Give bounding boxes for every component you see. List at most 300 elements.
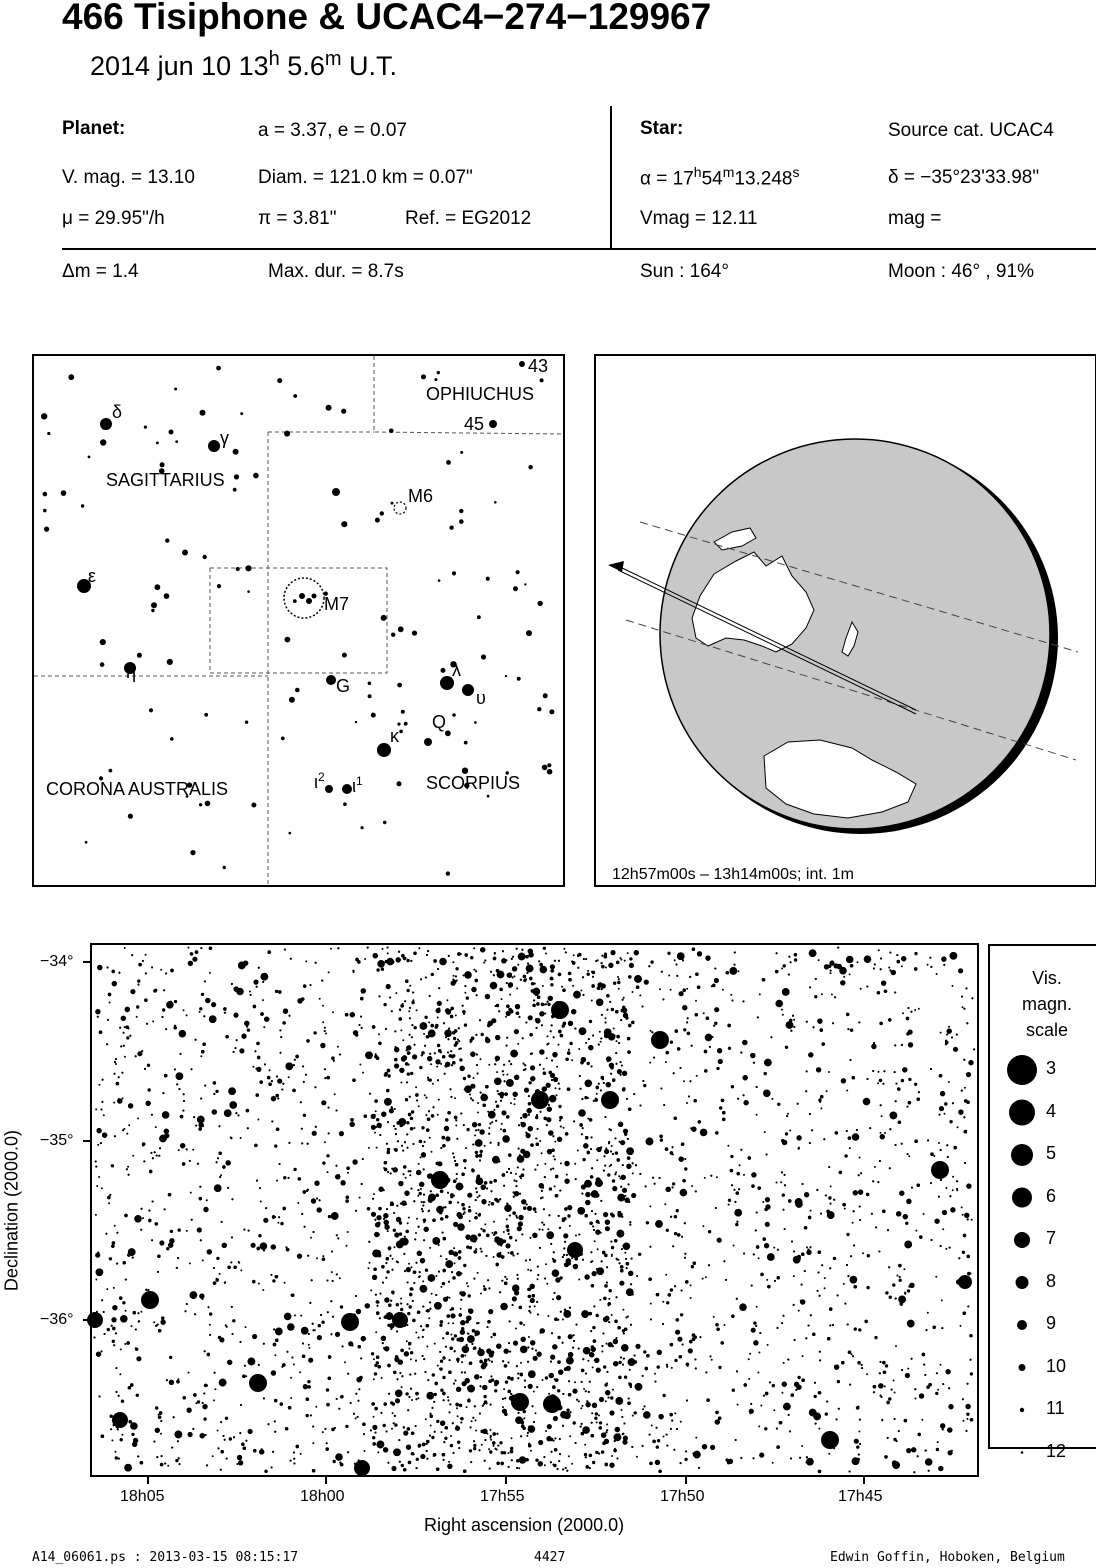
field-star xyxy=(407,1312,410,1315)
field-star xyxy=(727,1145,729,1147)
field-star xyxy=(450,1435,452,1437)
field-star xyxy=(514,1103,516,1105)
constellation-scorpius: SCORPIUS xyxy=(426,773,521,793)
field-star xyxy=(567,1214,570,1217)
field-star xyxy=(664,1203,666,1205)
field-star xyxy=(109,1257,112,1260)
field-star xyxy=(592,1366,594,1368)
field-star xyxy=(415,1332,417,1334)
field-star xyxy=(113,1102,115,1104)
field-star xyxy=(852,1133,860,1141)
star-vmag: Vmag = 12.11 xyxy=(640,208,758,229)
field-star xyxy=(371,1212,376,1217)
field-star xyxy=(392,1412,394,1414)
field-star xyxy=(545,953,547,955)
field-star xyxy=(691,1265,694,1268)
field-star xyxy=(475,1212,477,1214)
field-star xyxy=(502,1074,504,1076)
field-star xyxy=(767,1344,769,1346)
field-star xyxy=(677,1337,682,1342)
field-star xyxy=(417,1397,419,1399)
field-star xyxy=(643,1411,651,1419)
field-star xyxy=(229,1437,232,1440)
field-star xyxy=(395,1390,403,1398)
planet-orbit: a = 3.37, e = 0.07 xyxy=(258,120,407,141)
field-star xyxy=(858,1431,860,1433)
field-star xyxy=(780,1181,782,1183)
field-star xyxy=(345,1425,348,1428)
field-star xyxy=(690,1297,692,1299)
field-star xyxy=(335,1332,340,1337)
label-delta: δ xyxy=(112,402,123,422)
field-star xyxy=(818,1428,820,1430)
field-star xyxy=(477,1272,479,1274)
field-star xyxy=(430,1425,432,1427)
field-star xyxy=(558,1105,561,1108)
field-star xyxy=(186,1014,188,1016)
label-45: 45 xyxy=(464,414,485,434)
field-star xyxy=(844,1208,846,1210)
field-star xyxy=(510,1102,512,1104)
field-star xyxy=(316,1257,318,1259)
field-star xyxy=(905,1373,910,1378)
field-star xyxy=(833,1257,836,1260)
field-star xyxy=(199,1011,201,1013)
field-star xyxy=(510,1447,513,1450)
field-star xyxy=(418,947,420,949)
field-star xyxy=(749,1409,754,1414)
label-eta: η xyxy=(126,662,137,682)
field-star xyxy=(643,1350,646,1353)
field-star xyxy=(290,1397,292,1399)
field-star xyxy=(624,1133,627,1136)
field-star xyxy=(391,1466,396,1471)
field-star xyxy=(962,1006,964,1008)
field-star xyxy=(376,1118,379,1121)
field-star xyxy=(591,1000,593,1002)
field-star xyxy=(477,1196,479,1198)
field-star xyxy=(386,1270,389,1273)
field-star xyxy=(327,1171,329,1173)
field-star xyxy=(760,1405,762,1407)
field-star xyxy=(545,1376,548,1379)
field-star xyxy=(202,1259,204,1261)
field-star xyxy=(675,1330,680,1335)
field-star xyxy=(728,1204,730,1206)
field-star xyxy=(98,1084,100,1086)
field-star xyxy=(463,1264,466,1267)
field-star xyxy=(530,1450,532,1452)
field-star xyxy=(775,1000,783,1008)
field-star xyxy=(258,1234,261,1237)
field-star xyxy=(418,1105,420,1107)
field-star xyxy=(880,1132,882,1134)
field-star xyxy=(446,999,448,1001)
field-star xyxy=(322,1255,324,1257)
field-star xyxy=(408,1263,410,1265)
field-star xyxy=(480,1094,488,1102)
field-star xyxy=(948,1026,950,1028)
field-star xyxy=(798,1310,800,1312)
field-star xyxy=(615,1171,617,1173)
field-star xyxy=(557,1389,560,1392)
field-star xyxy=(469,1449,472,1452)
field-star xyxy=(412,999,414,1001)
field-star xyxy=(410,1072,413,1075)
field-star xyxy=(169,1356,172,1359)
field-star xyxy=(802,1355,804,1357)
field-star xyxy=(440,1286,442,1288)
field-star xyxy=(611,1145,613,1147)
field-star xyxy=(751,1328,756,1333)
field-star xyxy=(743,1174,745,1176)
field-star xyxy=(492,1232,494,1234)
field-star xyxy=(867,1254,870,1257)
field-star xyxy=(240,1137,242,1139)
field-star xyxy=(616,1040,618,1042)
field-star xyxy=(410,1117,413,1120)
sun-elongation: Sun : 164° xyxy=(640,261,729,282)
field-star xyxy=(462,1207,465,1210)
field-star xyxy=(781,1392,783,1394)
field-star xyxy=(935,1276,937,1278)
field-star xyxy=(188,1372,190,1374)
field-star xyxy=(473,1447,476,1450)
field-star xyxy=(953,1047,958,1052)
field-star xyxy=(274,1354,276,1356)
field-star xyxy=(303,1384,308,1389)
field-star xyxy=(748,1358,750,1360)
field-star xyxy=(214,1388,216,1390)
field-star xyxy=(435,1275,437,1277)
field-star xyxy=(901,1079,904,1082)
field-star xyxy=(600,1041,602,1043)
field-star xyxy=(659,988,661,990)
field-star xyxy=(849,1147,851,1149)
field-star xyxy=(395,1398,400,1403)
field-star xyxy=(437,1365,439,1367)
field-star xyxy=(177,1378,179,1380)
field-star xyxy=(466,1128,469,1131)
field-star xyxy=(560,1162,562,1164)
field-star xyxy=(468,1294,471,1297)
field-star xyxy=(515,1173,517,1175)
field-star xyxy=(567,1205,572,1210)
field-star xyxy=(617,1069,622,1074)
field-star xyxy=(252,1334,257,1339)
field-star xyxy=(773,1409,775,1411)
field-star xyxy=(137,1117,139,1119)
field-star xyxy=(680,1421,682,1423)
field-star xyxy=(938,1142,940,1144)
field-star xyxy=(618,988,620,990)
field-star xyxy=(277,1079,282,1084)
field-star xyxy=(969,1334,972,1337)
field-star xyxy=(705,1276,707,1278)
field-star xyxy=(469,1220,471,1222)
field-star xyxy=(225,1417,228,1420)
field-star xyxy=(714,1007,719,1012)
field-star xyxy=(632,1415,634,1417)
field-star xyxy=(192,1149,194,1151)
field-star xyxy=(728,1199,731,1202)
field-star xyxy=(783,964,786,967)
field-star xyxy=(670,989,672,991)
field-star xyxy=(622,1309,624,1311)
field-star xyxy=(188,947,190,949)
field-star xyxy=(136,1005,139,1008)
field-star xyxy=(737,1404,739,1406)
field-star xyxy=(552,1269,560,1277)
field-star xyxy=(814,995,817,998)
field-star xyxy=(374,1132,376,1134)
field-star xyxy=(438,1099,440,1101)
field-star xyxy=(672,1182,675,1185)
field-star xyxy=(587,973,590,976)
field-star xyxy=(406,1267,411,1272)
field-star xyxy=(766,1279,768,1281)
field-star xyxy=(370,1289,372,1291)
field-star xyxy=(444,1030,452,1038)
field-star xyxy=(213,1399,215,1401)
field-star xyxy=(674,1215,677,1218)
field-star xyxy=(554,1185,556,1187)
field-star xyxy=(621,1344,629,1352)
field-star xyxy=(940,1032,942,1034)
field-star xyxy=(431,1436,434,1439)
field-star xyxy=(126,1036,129,1039)
field-star xyxy=(407,1222,409,1224)
field-star xyxy=(417,1195,419,1197)
field-star xyxy=(95,1108,97,1110)
field-star xyxy=(436,1066,438,1068)
field-star xyxy=(209,1324,211,1326)
field-star xyxy=(569,1042,572,1045)
field-star xyxy=(477,1349,485,1357)
field-star xyxy=(714,978,719,983)
field-star xyxy=(654,1373,656,1375)
field-star xyxy=(460,1417,463,1420)
field-star xyxy=(186,1230,188,1232)
field-star xyxy=(582,1158,585,1161)
field-star xyxy=(140,1311,142,1313)
field-star xyxy=(666,1301,669,1304)
field-star xyxy=(414,1127,416,1129)
field-star xyxy=(818,959,820,961)
field-star xyxy=(772,1384,775,1387)
field-star xyxy=(383,1424,386,1427)
field-star xyxy=(566,1409,569,1412)
field-star xyxy=(334,1093,336,1095)
field-star xyxy=(288,1076,290,1078)
field-star xyxy=(170,1230,173,1233)
field-star xyxy=(145,954,147,956)
field-star xyxy=(604,1149,609,1154)
field-star xyxy=(467,1075,470,1078)
field-star xyxy=(166,1001,174,1009)
field-star xyxy=(373,1378,375,1380)
field-star xyxy=(717,1238,722,1243)
field-star xyxy=(617,981,620,984)
field-star xyxy=(190,1192,192,1194)
field-star xyxy=(609,1289,612,1292)
field-star xyxy=(303,1114,306,1117)
field-star xyxy=(410,1351,413,1354)
field-star xyxy=(888,967,890,969)
field-star xyxy=(849,973,851,975)
field-star xyxy=(326,1154,329,1157)
field-star xyxy=(716,1067,719,1070)
field-star xyxy=(944,1102,947,1105)
field-star xyxy=(461,1361,463,1363)
field-star xyxy=(454,1097,456,1099)
field-star xyxy=(452,961,454,963)
field-star xyxy=(731,1085,734,1088)
field-star xyxy=(828,1071,830,1073)
field-star xyxy=(305,960,307,962)
label-upsilon: υ xyxy=(476,688,486,708)
field-star xyxy=(420,1157,422,1159)
field-star xyxy=(420,1188,422,1190)
field-star xyxy=(425,1269,428,1272)
field-star xyxy=(429,1137,431,1139)
field-star xyxy=(488,1448,490,1450)
field-star xyxy=(431,1151,433,1153)
field-star xyxy=(523,979,526,982)
field-star xyxy=(772,1462,774,1464)
field-star xyxy=(650,1030,652,1032)
field-star xyxy=(608,1298,610,1300)
field-star xyxy=(806,1246,808,1248)
field-star xyxy=(162,1111,170,1119)
field-star xyxy=(514,975,516,977)
field-star xyxy=(650,960,653,963)
field-star xyxy=(550,983,553,986)
field-star xyxy=(541,1152,543,1154)
field-star xyxy=(545,1430,547,1432)
field-star xyxy=(702,1225,704,1227)
field-star xyxy=(422,1280,424,1282)
field-star xyxy=(553,1155,555,1157)
field-star xyxy=(130,1422,138,1430)
field-star xyxy=(464,1023,467,1026)
field-star xyxy=(670,1288,673,1291)
field-star xyxy=(421,1126,424,1129)
field-star xyxy=(409,1174,411,1176)
field-star xyxy=(411,1001,414,1004)
field-star xyxy=(713,1316,715,1318)
field-star xyxy=(232,1319,235,1322)
field-star xyxy=(611,1246,614,1249)
field-star xyxy=(121,1400,124,1403)
field-star xyxy=(688,1348,693,1353)
field-star xyxy=(801,1445,803,1447)
field-star xyxy=(431,1293,433,1295)
field-star xyxy=(824,1277,826,1279)
field-star xyxy=(473,947,475,949)
field-star xyxy=(418,1163,420,1165)
field-star xyxy=(371,1125,376,1130)
constellation-sagittarius: SAGITTARIUS xyxy=(106,470,225,490)
field-star xyxy=(601,1450,604,1453)
field-star xyxy=(665,1274,667,1276)
field-star xyxy=(583,1427,585,1429)
field-star xyxy=(601,1351,603,1353)
field-star xyxy=(489,1437,491,1439)
field-star xyxy=(580,990,582,992)
field-star xyxy=(937,1389,939,1391)
field-star xyxy=(251,1243,256,1248)
field-star xyxy=(662,1394,665,1397)
constellation-ophiuchus: OPHIUCHUS xyxy=(426,384,535,404)
field-star xyxy=(957,1126,959,1128)
field-star xyxy=(877,1082,879,1084)
field-star xyxy=(480,1150,483,1153)
field-star xyxy=(307,1380,310,1383)
field-star xyxy=(300,1315,302,1317)
label-m7: M7 xyxy=(324,594,350,614)
field-star xyxy=(657,1439,660,1442)
field-star xyxy=(518,1467,520,1469)
field-star xyxy=(405,1098,408,1101)
field-star xyxy=(537,1164,539,1166)
field-star xyxy=(127,1166,129,1168)
field-star xyxy=(103,1114,105,1116)
field-star xyxy=(605,1400,607,1402)
field-star xyxy=(121,1434,123,1436)
field-star xyxy=(179,1030,187,1038)
label-m6: M6 xyxy=(408,486,434,506)
field-star xyxy=(762,1201,764,1203)
field-star xyxy=(785,1046,788,1049)
field-star xyxy=(627,952,629,954)
field-star xyxy=(274,1144,277,1147)
field-star xyxy=(107,1328,110,1331)
field-star xyxy=(683,1028,686,1031)
field-star xyxy=(160,969,162,971)
field-star xyxy=(317,1335,322,1340)
field-star xyxy=(475,1419,477,1421)
field-star xyxy=(248,1429,253,1434)
field-star xyxy=(276,1180,278,1182)
field-star xyxy=(617,976,619,978)
label-epsilon: ε xyxy=(88,566,97,586)
field-star xyxy=(764,1131,766,1133)
field-star xyxy=(624,1252,626,1254)
field-star xyxy=(294,1314,296,1316)
minute-superscript: m xyxy=(324,48,342,70)
field-star xyxy=(419,1066,422,1069)
field-star xyxy=(884,1385,886,1387)
field-star xyxy=(501,1110,506,1115)
field-star xyxy=(456,1407,458,1409)
field-star xyxy=(489,1181,492,1184)
label-q: Q xyxy=(432,712,447,732)
field-star xyxy=(528,1425,536,1433)
field-star xyxy=(695,1437,697,1439)
field-star xyxy=(473,1444,476,1447)
field-star xyxy=(376,968,379,971)
star-alpha-seconds: 13.248 xyxy=(734,168,793,190)
field-star xyxy=(571,1059,573,1061)
field-star xyxy=(670,1041,673,1044)
field-star xyxy=(460,1308,462,1310)
field-star xyxy=(644,980,649,985)
field-star xyxy=(846,1090,848,1092)
field-star xyxy=(594,1240,596,1242)
field-star xyxy=(293,1168,296,1171)
field-star xyxy=(434,1343,436,1345)
